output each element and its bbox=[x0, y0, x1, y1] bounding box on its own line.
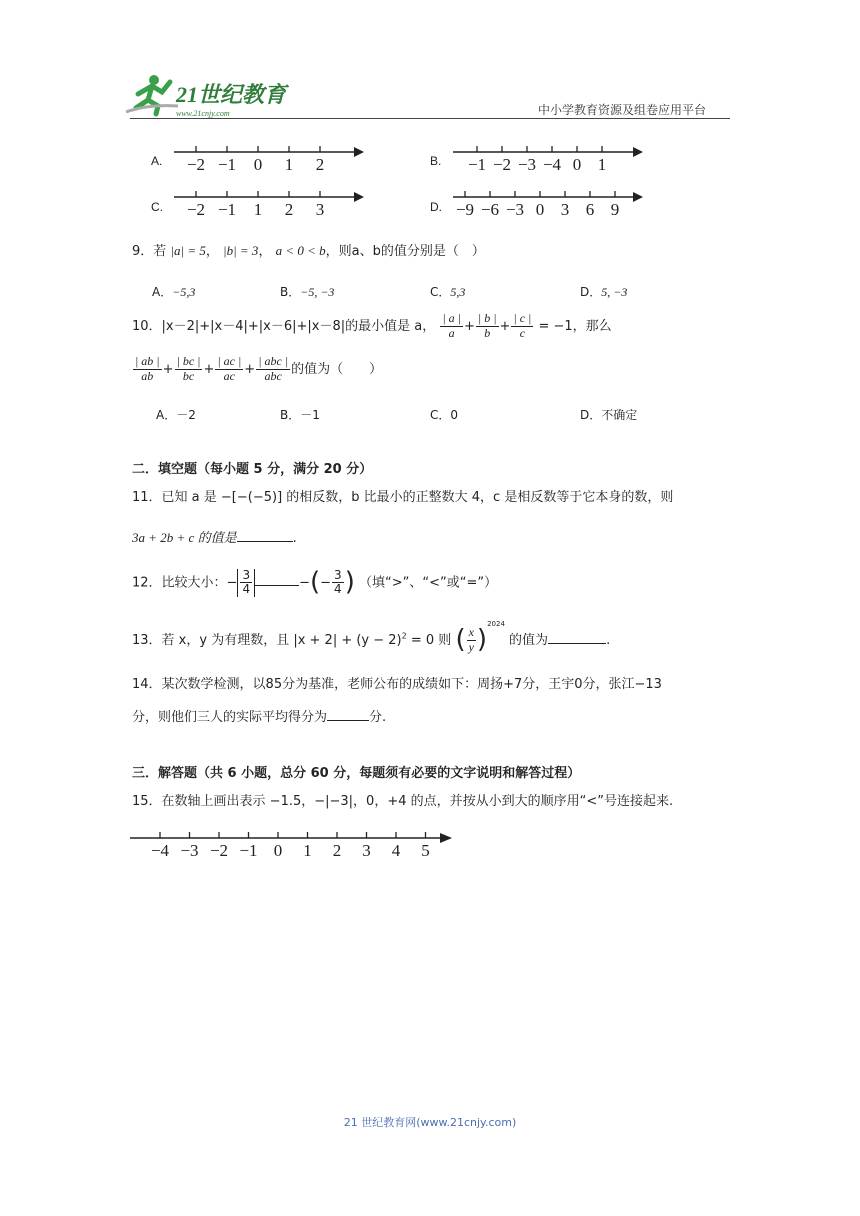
numberline-ticks-q15 bbox=[151, 832, 430, 860]
numberline-tick-label: 4 bbox=[391, 841, 401, 860]
numberline-ticks-a bbox=[187, 146, 324, 174]
q9-sep-1: ， bbox=[205, 244, 219, 259]
numberline-tick-label: −3 bbox=[517, 155, 537, 174]
numberline-tick-label: 1 bbox=[597, 155, 607, 174]
q10-number: 10． bbox=[132, 318, 162, 334]
numberline-tick-label: 6 bbox=[585, 200, 595, 219]
question-14-line-2: 分，则他们三人的实际平均得分为 分. bbox=[132, 710, 387, 725]
numberline-tick-label: −1 bbox=[217, 200, 237, 219]
q8-option-b-letter: B. bbox=[430, 154, 442, 168]
q10-option-b: B．－1 bbox=[280, 408, 320, 422]
q10-tail: 的值为（ ） bbox=[291, 361, 383, 377]
q10-eq: = −1，那么 bbox=[538, 318, 612, 334]
numberline-tick-label: 2 bbox=[332, 841, 342, 860]
numberline-tick-label: −4 bbox=[150, 841, 170, 860]
q10-frac-ab: $\frac{| ab |}{ab}$ bbox=[135, 354, 160, 383]
header-subtitle: 中小学教育资源及组卷应用平台 bbox=[538, 103, 707, 117]
numberline-tick-label: 5 bbox=[421, 841, 430, 860]
q9-option-d: D．5, −3 bbox=[580, 285, 628, 299]
q8-option-a-letter: A. bbox=[151, 154, 163, 168]
q9-text-1: 若 bbox=[153, 244, 167, 259]
q9-text-2: ，则a、b的值分别是（ ） bbox=[325, 244, 485, 259]
numberline-tick-label: 1 bbox=[253, 200, 263, 219]
q8-option-c-letter: C. bbox=[151, 200, 163, 214]
q9-sep-2: ， bbox=[258, 244, 272, 259]
runner-icon bbox=[126, 75, 178, 114]
numberline-tick-label: 2 bbox=[315, 155, 325, 174]
numberline-tick-label: −4 bbox=[542, 155, 562, 174]
q9-abs-b: |b| = 3 bbox=[223, 243, 259, 258]
numberline-tick-label: −3 bbox=[180, 841, 199, 860]
logo-text: 21世纪教育 bbox=[176, 82, 287, 107]
q8-option-c-numberline bbox=[172, 187, 372, 221]
q10-frac-b: $\frac{| b |}{b}$ bbox=[477, 311, 497, 340]
q10-frac-ac: $\frac{| ac |}{ac}$ bbox=[217, 354, 242, 383]
header-rule bbox=[130, 118, 730, 119]
numberline-tick-label: −1 bbox=[239, 841, 258, 860]
q10-frac-c: $\frac{| c |}{c}$ bbox=[513, 311, 532, 340]
numberline-tick-label: 9 bbox=[610, 200, 620, 219]
q9-option-b: B．−5, −3 bbox=[280, 285, 335, 299]
question-9 bbox=[132, 243, 485, 261]
q9-number: 9． bbox=[132, 244, 154, 259]
q10-option-d: D．不确定 bbox=[580, 408, 638, 422]
question-10-line-2: $\frac{| ab |}{ab}$ + $\frac{| bc |}{bc}$ + $\frac{| ac |}{ac}$ + $\frac{\text{| abc |}}{\text{abc}}$ 的值为（ ） bbox=[135, 354, 383, 383]
question-13: 13．若 x，y 为有理数，且 $|x + 2| + (y - 2)^2 = 0$ 则 ( $\frac{x}{y}$ )$^{2024}$ 的值为 . bbox=[132, 620, 611, 655]
q8-option-d-letter: D. bbox=[430, 200, 442, 214]
numberline-tick-label: 3 bbox=[362, 841, 371, 860]
logo bbox=[118, 64, 298, 124]
q10-frac-abc: $\frac{\text{| abc |}}{\text{abc}}$ bbox=[258, 354, 289, 383]
q8-option-d-numberline bbox=[451, 187, 651, 221]
q10-option-a: A．－2 bbox=[156, 408, 196, 422]
numberline-tick-label: 0 bbox=[535, 200, 545, 219]
numberline-tick-label: 3 bbox=[315, 200, 325, 219]
numberline-tick-label: 0 bbox=[253, 155, 263, 174]
question-12: 12．比较大小：− $\frac{3}{4}$ −(− $\frac{3}{4}$ ) （填“>”、“<”或“=”） bbox=[132, 567, 498, 597]
question-10-line-1: 10．|x－2|+|x－4|+|x－6|+|x－8|的最小值是 a， $\frac{| a |}{a}$ + $\frac{| b |}{b}$ + $\frac{| c |}{c}$ = −1，那么 bbox=[132, 311, 612, 340]
q9-condition: a < 0 < b bbox=[275, 243, 326, 258]
q8-option-b-numberline bbox=[451, 142, 651, 176]
section-2-heading: 二．填空题（每小题 5 分，满分 20 分） bbox=[132, 462, 373, 477]
numberline-tick-label: −1 bbox=[217, 155, 237, 174]
numberline-tick-label: −9 bbox=[455, 200, 475, 219]
question-11-line-1: 11．已知 a 是 −[−(−5)] 的相反数，b 比最小的正整数大 4，c 是相反数等于它本身的数，则 bbox=[132, 490, 674, 505]
numberline-tick-label: −1 bbox=[467, 155, 487, 174]
question-15: 15．在数轴上画出表示 −1.5，−|−3|，0，+4 的点，并按从小到大的顺序用“<”号连接起来. bbox=[132, 794, 674, 809]
numberline-tick-label: 1 bbox=[284, 155, 294, 174]
numberline-tick-label: −2 bbox=[492, 155, 512, 174]
footer: 21 世纪教育网(www.21cnjy.com) bbox=[343, 1116, 517, 1129]
q10-frac-a: $\frac{| a |}{a}$ bbox=[442, 311, 461, 340]
logo-url: www.21cnjy.com bbox=[176, 109, 230, 118]
numberline-ticks-d bbox=[456, 191, 619, 219]
numberline-tick-label: −2 bbox=[186, 155, 206, 174]
q10-frac-bc: $\frac{| bc |}{bc}$ bbox=[176, 354, 201, 383]
q8-option-a-numberline bbox=[172, 142, 372, 176]
q9-option-c: C．5,3 bbox=[430, 285, 466, 299]
numberline-tick-label: 2 bbox=[284, 200, 294, 219]
q12-answer-blank[interactable] bbox=[255, 585, 299, 586]
numberline-tick-label: −6 bbox=[480, 200, 500, 219]
numberline-ticks-c bbox=[187, 191, 324, 219]
q9-option-a: A．−5,3 bbox=[152, 285, 196, 299]
numberline-tick-label: −2 bbox=[186, 200, 206, 219]
numberline-ticks-b bbox=[468, 146, 606, 174]
q9-abs-a: |a| = 5 bbox=[170, 243, 206, 258]
q15-numberline bbox=[128, 828, 468, 864]
question-11-line-2: 3a + 2b + c 的值是 . bbox=[132, 530, 297, 546]
q14-answer-blank[interactable] bbox=[327, 720, 369, 721]
numberline-tick-label: 0 bbox=[572, 155, 582, 174]
q10-expr: |x－2|+|x－4|+|x－6|+|x－8|的最小值是 a， bbox=[161, 318, 436, 334]
question-14-line-1: 14．某次数学检测，以85分为基准，老师公布的成绩如下：周扬+7分，王宇0分，张江−13 bbox=[132, 677, 662, 692]
q13-answer-blank[interactable] bbox=[548, 643, 606, 644]
numberline-tick-label: −3 bbox=[505, 200, 525, 219]
section-3-heading: 三．解答题（共 6 小题，总分 60 分，每题须有必要的文字说明和解答过程） bbox=[132, 766, 581, 781]
q11-answer-blank[interactable] bbox=[237, 541, 293, 542]
numberline-tick-label: 3 bbox=[560, 200, 570, 219]
numberline-tick-label: 1 bbox=[303, 841, 312, 860]
q10-option-c: C．0 bbox=[430, 408, 459, 422]
numberline-tick-label: −2 bbox=[209, 841, 229, 860]
numberline-tick-label: 0 bbox=[273, 841, 283, 860]
